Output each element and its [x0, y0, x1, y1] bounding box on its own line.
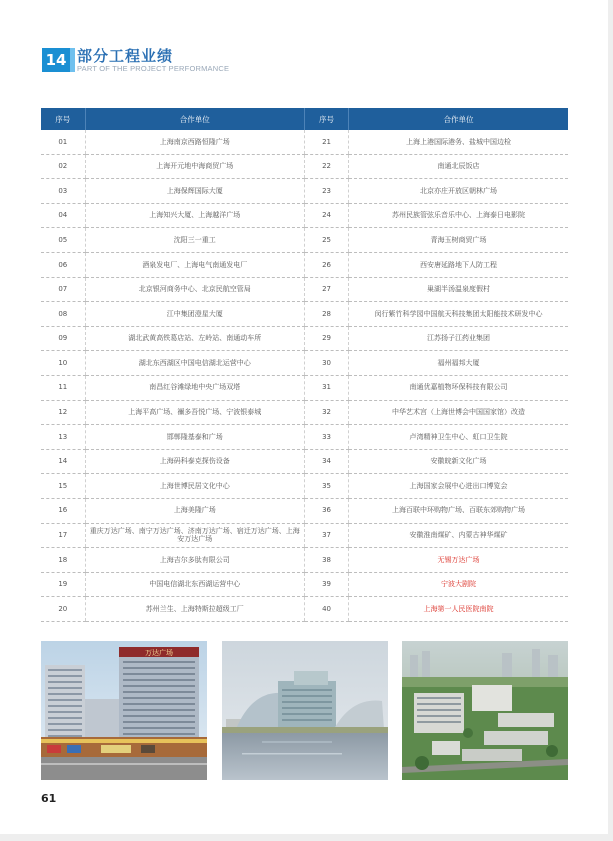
row-number-right: 31 — [304, 375, 348, 400]
column-header-unit-left: 合作单位 — [85, 108, 304, 130]
partner-unit-right: 卢湾精神卫生中心、虹口卫生院 — [349, 425, 568, 450]
partner-unit-left: 上海美隆广场 — [85, 498, 304, 523]
partner-unit-right: 上海百联中环购物广场、百联东郊购物广场 — [349, 498, 568, 523]
row-number-right: 24 — [304, 203, 348, 228]
table-row — [41, 400, 568, 425]
row-number-right: 33 — [304, 425, 348, 450]
row-number-right: 23 — [304, 179, 348, 204]
project-table — [41, 108, 568, 622]
partner-unit-right: 南通北辰饭店 — [349, 154, 568, 179]
partner-unit-right: 南通优嘉植物环保科技有限公司 — [349, 375, 568, 400]
table-row — [41, 179, 568, 204]
partner-unit-right: 苏州民族管弦乐音乐中心、上海泰日电影院 — [349, 203, 568, 228]
row-number-right: 28 — [304, 302, 348, 327]
column-header-no-left: 序号 — [41, 108, 85, 130]
row-number-left: 06 — [41, 252, 85, 277]
table-row — [41, 154, 568, 179]
partner-unit-left: 上海开元地中海商贸广场 — [85, 154, 304, 179]
table-row — [41, 277, 568, 302]
partner-unit-right: 上海国家会展中心进出口博览会 — [349, 474, 568, 499]
row-number-left: 12 — [41, 400, 85, 425]
partner-unit-left: 湖北东西湖区中国电信湖北运营中心 — [85, 351, 304, 376]
partner-unit-right: 上海第一人民医院南院 — [349, 597, 568, 622]
page-number: 61 — [41, 792, 57, 805]
mall-sign-text: 万达广场 — [145, 649, 173, 657]
row-number-left: 17 — [41, 523, 85, 548]
partner-unit-right: 无锡万达广场 — [349, 548, 568, 573]
row-number-left: 09 — [41, 326, 85, 351]
row-number-left: 20 — [41, 597, 85, 622]
table-row — [41, 326, 568, 351]
table-row — [41, 302, 568, 327]
row-number-right: 37 — [304, 523, 348, 548]
row-number-left: 01 — [41, 130, 85, 154]
table-row — [41, 425, 568, 450]
partner-unit-left: 南昌红谷滩绿地中央广场双塔 — [85, 375, 304, 400]
row-number-left: 13 — [41, 425, 85, 450]
row-number-left: 11 — [41, 375, 85, 400]
row-number-right: 32 — [304, 400, 348, 425]
column-header-unit-right: 合作单位 — [349, 108, 568, 130]
row-number-left: 15 — [41, 474, 85, 499]
table-row — [41, 375, 568, 400]
row-number-left: 10 — [41, 351, 85, 376]
row-number-left: 07 — [41, 277, 85, 302]
row-number-left: 14 — [41, 449, 85, 474]
row-number-left: 08 — [41, 302, 85, 327]
partner-unit-left: 上海保辉国际大厦 — [85, 179, 304, 204]
partner-unit-left: 中国电信湖北东西湖运营中心 — [85, 572, 304, 597]
row-number-right: 38 — [304, 548, 348, 573]
partner-unit-left: 上海码科泰克探伤设备 — [85, 449, 304, 474]
table-row — [41, 130, 568, 154]
partner-unit-right: 安徽皖新文化广场 — [349, 449, 568, 474]
partner-unit-left: 江中集团澄星大厦 — [85, 302, 304, 327]
row-number-right: 29 — [304, 326, 348, 351]
row-number-left: 16 — [41, 498, 85, 523]
column-header-no-right: 序号 — [304, 108, 348, 130]
partner-unit-right: 中华艺术宫（上海世博会中国国家馆）改造 — [349, 400, 568, 425]
shopping-mall-photo — [41, 641, 207, 780]
table-row — [41, 203, 568, 228]
row-number-left: 18 — [41, 548, 85, 573]
partner-unit-left: 北京银河商务中心、北京民航空管局 — [85, 277, 304, 302]
partner-unit-right: 上海上港国际港务、盐城中国边检 — [349, 130, 568, 154]
partner-unit-left: 苏州兰生、上海特斯拉超级工厂 — [85, 597, 304, 622]
partner-unit-right: 江苏扬子江药业集团 — [349, 326, 568, 351]
table-row — [41, 474, 568, 499]
row-number-right: 25 — [304, 228, 348, 253]
row-number-right: 27 — [304, 277, 348, 302]
row-number-left: 04 — [41, 203, 85, 228]
partner-unit-left: 沈阳三一重工 — [85, 228, 304, 253]
table-row — [41, 252, 568, 277]
row-number-left: 19 — [41, 572, 85, 597]
row-number-right: 22 — [304, 154, 348, 179]
row-number-right: 21 — [304, 130, 348, 154]
partner-unit-right: 北京亦庄开放区朝林广场 — [349, 179, 568, 204]
table-row — [41, 498, 568, 523]
partner-unit-left: 邯郸隆基泰和广场 — [85, 425, 304, 450]
partner-unit-right: 闵行紫竹科学园中国航天科技集团太阳能技术研发中心 — [349, 302, 568, 327]
theater-photo — [222, 641, 388, 780]
row-number-left: 03 — [41, 179, 85, 204]
section-title: 部分工程业绩 — [77, 47, 174, 65]
partner-unit-right: 西安唐延路地下人防工程 — [349, 252, 568, 277]
row-number-right: 39 — [304, 572, 348, 597]
row-number-right: 30 — [304, 351, 348, 376]
partner-unit-left: 重庆万达广场、南宁万达广场、济南万达广场、宿迁万达广场、上海安万达广场 — [85, 523, 304, 548]
table-body — [41, 130, 568, 621]
partner-unit-left: 上海南京西路恒隆广场 — [85, 130, 304, 154]
partner-unit-right: 福州福邦大厦 — [349, 351, 568, 376]
row-number-right: 34 — [304, 449, 348, 474]
partner-unit-left: 酒泉发电厂、上海电气南通发电厂 — [85, 252, 304, 277]
row-number-right: 36 — [304, 498, 348, 523]
row-number-right: 26 — [304, 252, 348, 277]
row-number-right: 40 — [304, 597, 348, 622]
partner-unit-left: 湖北武黄高铁葛店站、左岭站、南通动车所 — [85, 326, 304, 351]
table-row — [41, 597, 568, 622]
row-number-left: 05 — [41, 228, 85, 253]
partner-unit-right: 巢湖半汤温泉度假村 — [349, 277, 568, 302]
row-number-right: 35 — [304, 474, 348, 499]
table-row — [41, 449, 568, 474]
partner-unit-left: 上海世博民居文化中心 — [85, 474, 304, 499]
partner-unit-right: 安徽淮南煤矿、内蒙古神华煤矿 — [349, 523, 568, 548]
table-row — [41, 523, 568, 548]
partner-unit-right: 宁波大剧院 — [349, 572, 568, 597]
table-row — [41, 228, 568, 253]
partner-unit-left: 上海吉尔多肽有限公司 — [85, 548, 304, 573]
table-header-row — [41, 108, 568, 130]
hospital-campus-photo — [402, 641, 568, 780]
partner-unit-right: 青海玉树商贸广场 — [349, 228, 568, 253]
partner-unit-left: 上海知兴大厦、上海越洋广场 — [85, 203, 304, 228]
table-row — [41, 351, 568, 376]
partner-unit-left: 上海平高广场、禰多吾悦广场、宁波银泰城 — [85, 400, 304, 425]
row-number-left: 02 — [41, 154, 85, 179]
table-row — [41, 572, 568, 597]
section-subtitle: PART OF THE PROJECT PERFORMANCE — [77, 64, 230, 73]
section-number-badge: 14 — [42, 48, 70, 72]
table-row — [41, 548, 568, 573]
